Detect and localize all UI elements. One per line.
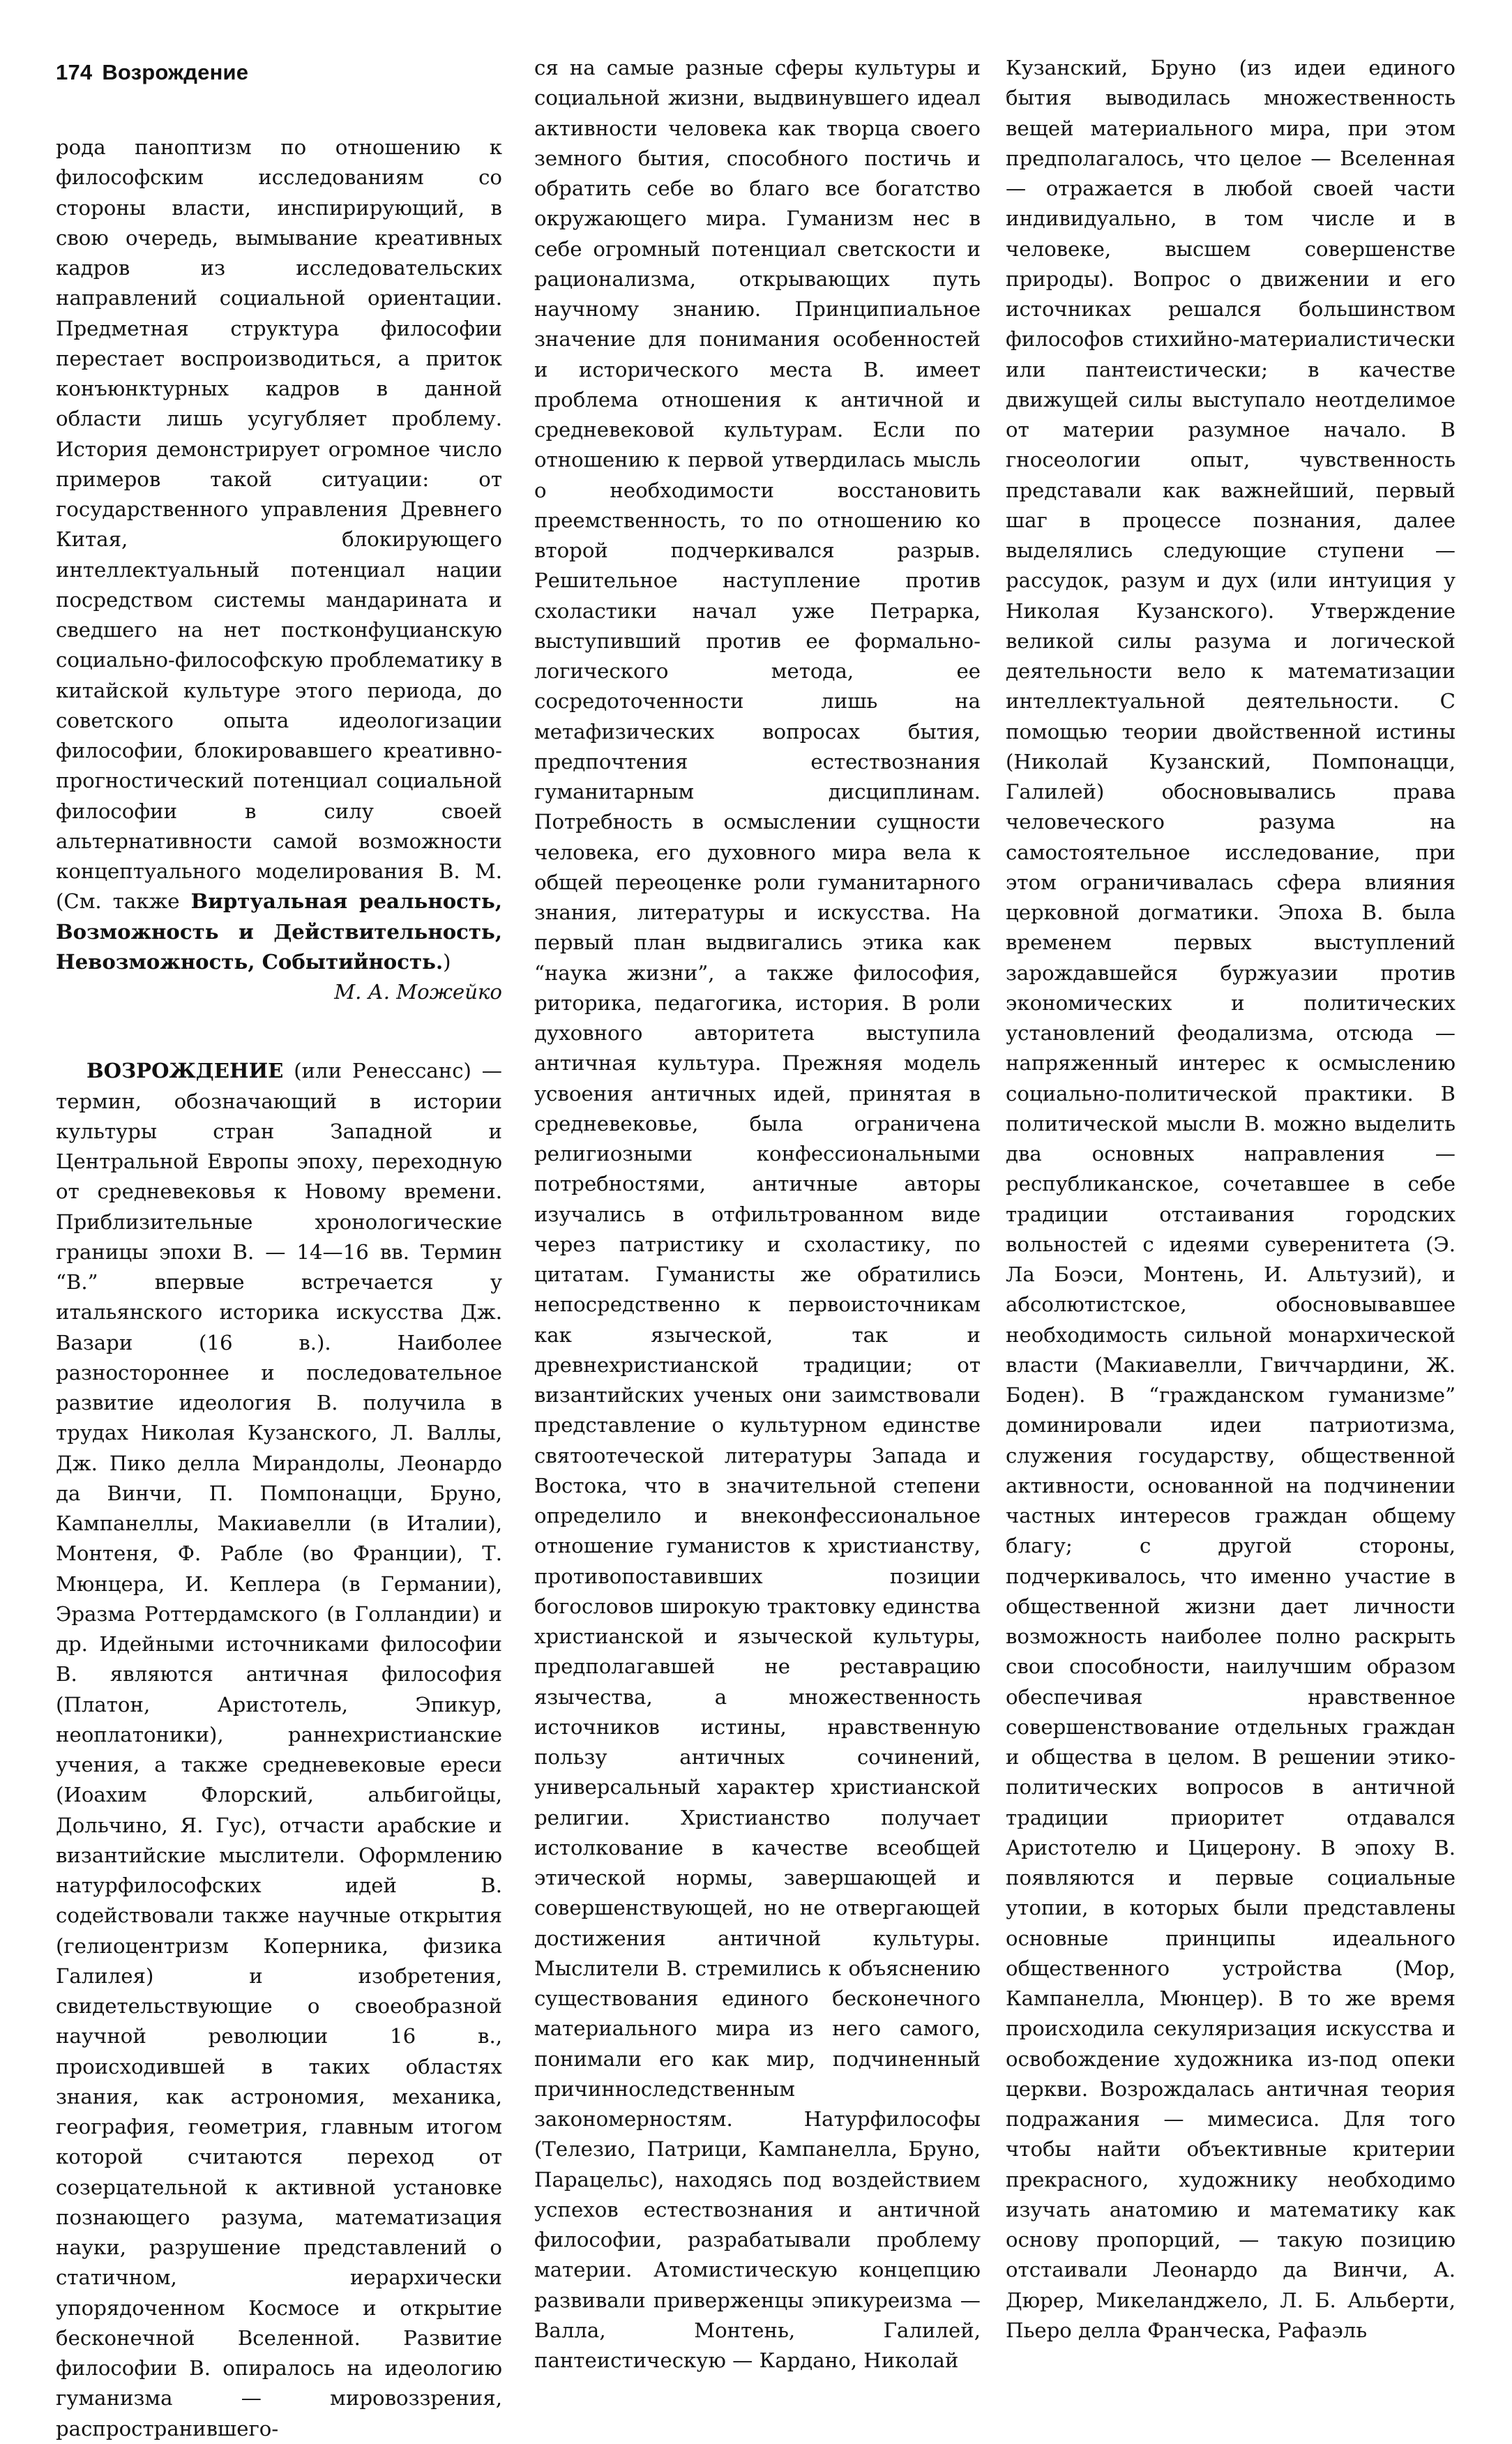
page-number: 174 xyxy=(56,60,93,84)
see-also-prefix: (См. также xyxy=(56,889,191,914)
entry-body: (или Ренессанс) — термин, обозначающий в истории культуры стран Западной и Центральной Европы эпоху, переходную от средневековья к Новому времени. Приблизительные хронологические границы эпохи В. — 14—16 вв. Термин “В.” впервые встречается у итальянского историка искусства Дж. Вазари (16 в.). Наиболее разностороннее и последовательное развитие идеология В. получила в трудах Николая Кузанского, Л. Валлы, Дж. Пико делла Мирандолы, Леонардо да Винчи, П. Помпонацци, Бруно, Кампанеллы, Макиавелли (в Италии), Монтеня, Ф. Рабле (во Франции), Т. Мюнцера, И. Кеплера (в Германии), Эразма Роттердамского (в Голландии) и др. Идейными источниками философии В. являются античная философия (Платон, Аристотель, Эпикур, неоплатоники), раннехристианские учения, а также средневековые ереси (Иоахим Флорский, альбигойцы, Дольчино, Я. Гус), отчасти арабские и византийские мыслители. Оформлению натурфилософских идей В. содействовали также научные открытия (гелиоцентризм Коперника, физика Галилея) и изобретения, свидетельствующие о своеобразной научной революции 16 в., происходившей в таких областях знания, как астрономия, механика, география, геометрия, главным итогом которой считаются переход от созерцательной к активной установке познающего разума, математизация науки, разрушение представлений о статичном, иерархически упорядоченном Космосе и открытие бесконечной Вселенной. Развитие философии В. опиралось на идеологию гуманизма — мировоззрения, распространившего- xyxy=(56,1059,502,2441)
column-2-text: ся на самые разные сферы культуры и социальной жизни, выдвинувшего идеал активности человека как творца своего земного бытия, способного постичь и обратить себе во благо все богатство окружающего мира. Гуманизм нес в себе огромный потенциал светскости и рационализма, открывающих путь научному знанию. Принципиальное значение для понимания особенностей и исторического места В. имеет проблема отношения к античной и средневековой культурам. Если по отношению к первой утвердилась мысль о необходимости восстановить преемственность, то по отношению ко второй подчеркивался разрыв. Решительное наступление против схоластики начал уже Петрарка, выступивший против ее формально-логического метода, ее сосредоточенности лишь на метафизических вопросах бытия, предпочтения естествознания гуманитарным дисциплинам. Потребность в осмыслении сущности человека, его духовного мира вела к общей переоценке роли гуманитарного знания, литературы и искусства. На первый план выдвигались этика как “наука жизни”, а также философия, риторика, педагогика, история. В роли духовного авторитета выступила античная культура. Прежняя модель усвоения античных идей, принятая в средневековье, была ограничена религиозными конфессиональными потребностями, античные авторы изучались в отфильтрованном виде через патристику и схоластику, по цитатам. Гуманисты же обратились непосредственно к первоисточникам как языческой, так и древнехристианской традиции; от византийских ученых они заимствовали представление о культурном единстве святоотеческой литературы Запада и Востока, что в значительной степени определило и внеконфессиональное отношение гуманистов к христианству, противопоставивших позиции богословов широкую трактовку единства христианской и языческой культуры, предполагавшей не реставрацию язычества, а множественность источников истины, нравственную пользу античных сочинений, универсальный характер христианской религии. Христианство получает истолкование в качестве всеобщей этической нормы, завершающей и совершенствующей, но не отвергающей достижения античной культуры. Мыслители В. стремились к объяснению существования единого бесконечного материального мира из него самого, понимали его как мир, подчиненный причинноследственным закономерностям. Натурфилософы (Телезио, Патрици, Кампанелла, Бруно, Парацельс), находясь под воздействием успехов естествознания и античной философии, разрабатывали проблему материи. Атомистическую концепцию развивали приверженцы эпикуреизма — Валла, Монтень, Галилей, пантеистическую — Кардано, Николай xyxy=(534,56,981,2372)
column-3 xyxy=(1006,53,1456,2342)
see-also-suffix: ) xyxy=(443,949,451,974)
entry-spacer xyxy=(56,1007,502,1056)
continuation-text: рода паноптизм по отношению к философским исследованиям со стороны власти, инспирирующий, в свою очередь, вымывание креативных кадров из исследовательских направлений социальной ориентации. Предметная структура философии перестает воспроизводиться, а приток конъюнктурных кадров в данной области лишь усугубляет проблему. История демонстрирует огромное число примеров такой ситуации: от государственного управления Древнего Китая, блокирующего интеллектуальный потенциал нации посредством системы мандарината и сведшего на нет постконфуцианскую социально-философскую проблематику в китайской культуре этого периода, до советского опыта идеологизации философии, блокировавшего креативно-прогностический потенциал социальной философии в силу своей альтернативности самой возможности концептуального моделирования В. М. xyxy=(56,135,502,883)
column-1 xyxy=(56,133,502,2441)
entry-headword: ВОЗРОЖДЕНИЕ xyxy=(86,1059,284,1083)
column-2 xyxy=(534,53,981,2372)
running-header xyxy=(56,60,248,85)
see-also-references: Виртуальная реальность, Возможность и Действительность, Невозможность, Событийность. xyxy=(56,889,502,974)
section-title: Возрождение xyxy=(102,60,249,84)
column-3-text: Кузанский, Бруно (из идеи единого бытия выводилась множественность вещей материального мира, при этом предполагалось, что целое — Вселенная — отражается в любой своей части индивидуально, в том числе и в человеке, высшем совершенстве природы). Вопрос о движении и его источниках решался большинством философов стихийно-материалистически или пантеистически; в качестве движущей силы выступало неотделимое от материи разумное начало. В гносеологии опыт, чувственность представали как важнейший, первый шаг в процессе познания, далее выделялись следующие ступени — рассудок, разум и дух (или интуиция у Николая Кузанского). Утверждение великой силы разума и логической деятельности вело к математизации интеллектуальной деятельности. С помощью теории двойственной истины (Николай Кузанский, Помпонацци, Галилей) обосновывались права человеческого разума на самостоятельное исследование, при этом ограничивалась сфера влияния церковной догматики. Эпоха В. была временем первых выступлений зарождавшейся буржуазии против экономических и политических установлений феодализма, отсюда — напряженный интерес к осмыслению социально-политической практики. В политической мысли В. можно выделить два основных направления — республиканское, сочетавшее в себе традиции отстаивания городских вольностей с идеями суверенитета (Э. Ла Боэси, Монтень, И. Альтузий), и абсолютистское, обосновывавшее необходимость сильной монархической власти (Макиавелли, Гвиччардини, Ж. Боден). В “гражданском гуманизме” доминировали идеи патриотизма, служения государству, общественной активности, основанной на подчинении частных интересов граждан общему благу; с другой стороны, подчеркивалось, что именно участие в общественной жизни дает личности возможность наиболее полно раскрыть свои способности, наилучшим образом обеспечивая нравственное совершенствование отдельных граждан и общества в целом. В решении этико-политических вопросов в античной традиции приоритет отдавался Аристотелю и Цицерону. В эпоху В. появляются и первые социальные утопии, в которых были представлены основные принципы идеального общественного устройства (Мор, Кампанелла, Мюнцер). В то же время происходила секуляризация искусства и освобождение художника из-под опеки церкви. Возрождалась античная теория подражания — мимесиса. Для того чтобы найти объективные критерии прекрасного, художнику необходимо изучать анатомию и математику как основу пропорций, — такую позицию отстаивали Леонардо да Винчи, А. Дюрер, Микеланджело, Л. Б. Альберти, Пьеро делла Франческа, Рафаэль xyxy=(1006,56,1456,2342)
article-author: М. А. Можейко xyxy=(334,980,502,1004)
article-continuation xyxy=(56,133,502,977)
entry-vozrozhdenie xyxy=(56,1056,502,2444)
